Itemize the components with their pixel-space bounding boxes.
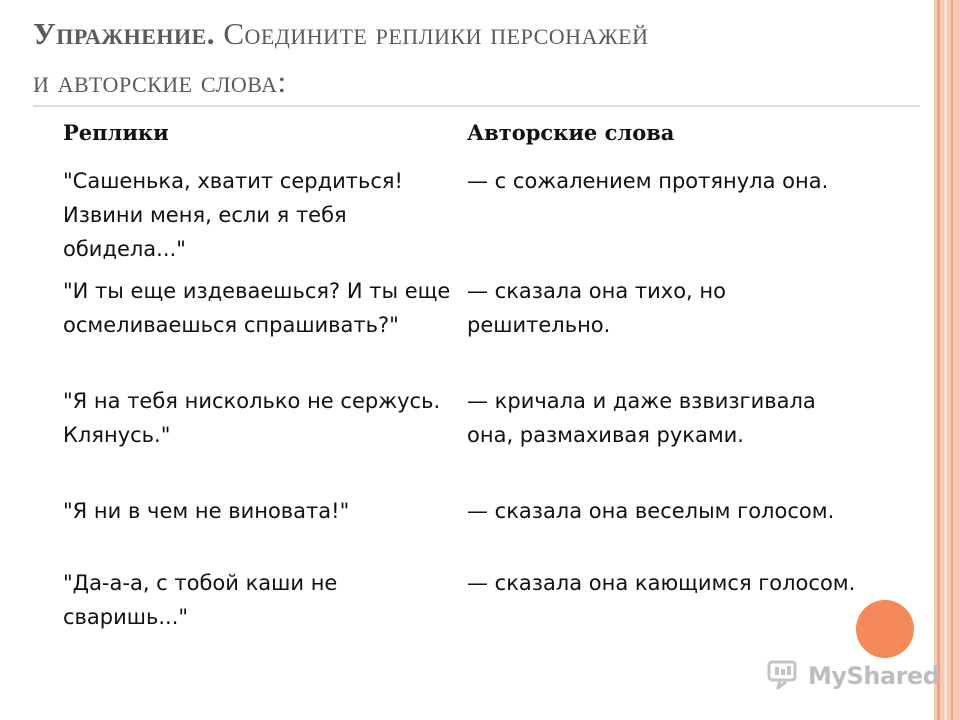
replica-cell: "Я на тебя нисколько не сержусь. Клянусь." <box>63 389 441 447</box>
side-band-stripe <box>937 0 940 720</box>
exercise-table <box>0 164 930 638</box>
replica-cell: "И ты еще издеваешься? И ты еще осмеливаешься спрашивать?" <box>63 279 451 337</box>
replica-cell: "Я ни в чем не виновата!" <box>63 499 350 523</box>
watermark-text: MyShared <box>808 662 940 690</box>
replica-cell: "Да-а-а, с тобой каши не сваришь..." <box>63 571 338 629</box>
watermark <box>766 656 939 696</box>
column-header-author-words: Авторские слова <box>467 120 675 145</box>
accent-circle <box>856 600 914 658</box>
myshared-logo-icon <box>766 658 802 694</box>
table-row <box>0 494 930 566</box>
title-rest: Соедините реплики персонажей <box>215 16 649 51</box>
column-header-replicas: Реплики <box>63 120 169 145</box>
table-row <box>0 384 930 494</box>
slide-title <box>33 10 923 106</box>
title-lead: Упражнение. <box>33 16 216 51</box>
author-words-cell: — сказала она тихо, но решительно. <box>467 279 726 337</box>
table-row <box>0 274 930 384</box>
author-words-cell: — сказала она веселым голосом. <box>467 499 835 523</box>
replica-cell: "Сашенька, хватит сердиться! Извини меня, если я тебя обидела..." <box>63 169 403 261</box>
author-words-cell: — сказала она кающимся голосом. <box>467 571 856 595</box>
author-words-cell: — с сожалением протянула она. <box>467 169 829 193</box>
title-divider <box>33 105 920 107</box>
side-band-stripe <box>944 0 947 720</box>
table-row <box>0 566 930 638</box>
side-band-stripe <box>951 0 953 720</box>
table-row <box>0 164 930 274</box>
title-line2: и авторские слова: <box>33 64 287 99</box>
author-words-cell: — кричала и даже взвизгивала она, размахивая руками. <box>467 389 816 447</box>
